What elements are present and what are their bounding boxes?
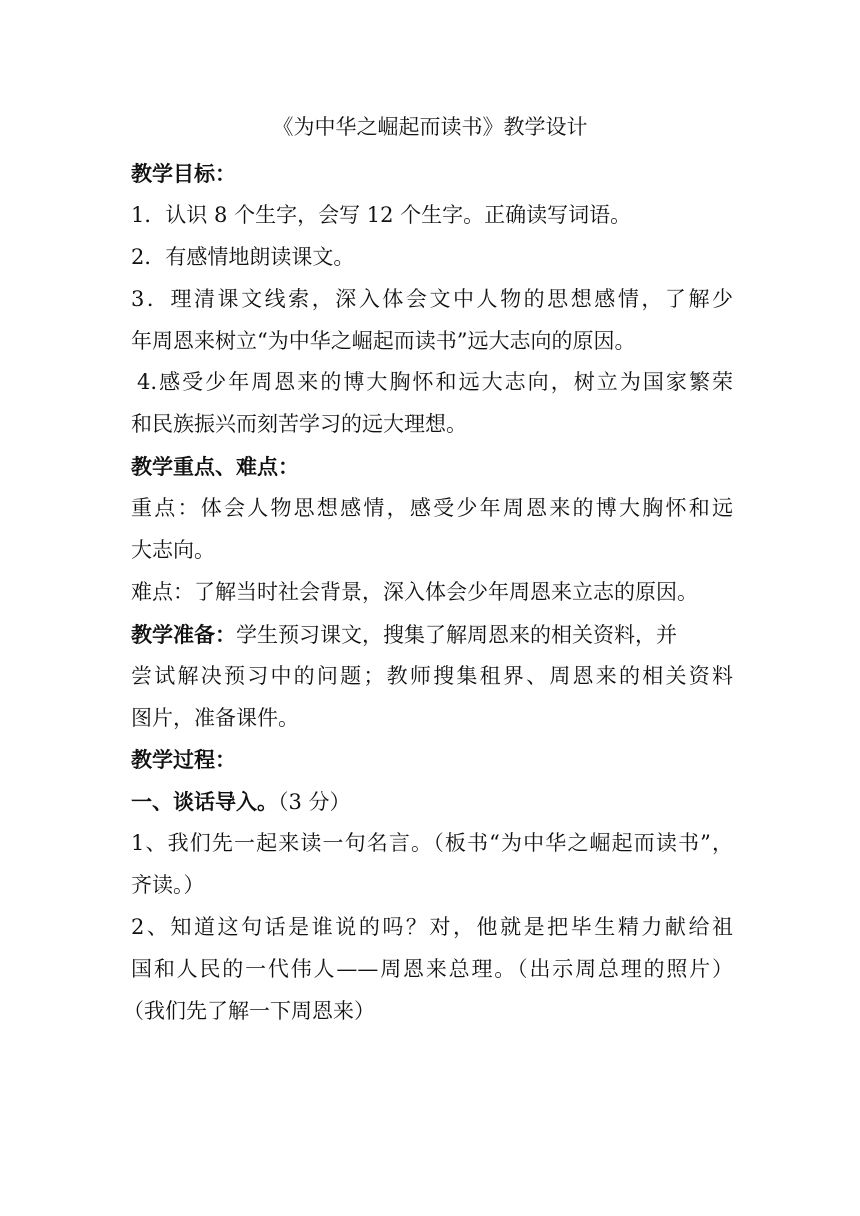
section-line: 1、我们先一起来读一句名言。（板书“为中华之崛起而读书”， [131,831,733,856]
section-heading [131,781,733,823]
preparation-line [131,614,733,656]
document-title: 《为中华之崛起而读书》教学设计 [272,115,588,139]
objective-line: 1．认识 8 个生字，会写 12 个生字。正确读写词语。 [131,202,632,227]
section-line: 国和人民的一代伟人——周恩来总理。（出示周总理的照片） [131,956,733,981]
key-point-line: 重点：体会人物思想感情，感受少年周恩来的博大胸怀和远 [131,496,733,521]
section-line: 2、知道这句话是谁说的吗？对，他就是把毕生精力献给祖 [131,915,733,940]
objectives-heading: 教学目标： [131,161,236,186]
section-line: 齐读。） [131,873,205,898]
objective-line: 和民族振兴而刻苦学习的远大理想。 [131,412,467,437]
objective-line: 2．有感情地朗读课文。 [131,244,355,269]
preparation-text: 学生预习课文，搜集了解周恩来的相关资料，并 [236,622,677,647]
process-heading: 教学过程： [131,747,236,773]
preparation-label: 教学准备： [131,621,236,647]
objective-line: 4.感受少年周恩来的博大胸怀和远大志向，树立为国家繁荣 [137,370,733,395]
section-line: （我们先了解一下周恩来） [123,998,375,1023]
section-title: 一、谈话导入。 [131,789,278,815]
key-point-line: 大志向。 [131,538,215,563]
objective-line: 年周恩来树立“为中华之崛起而读书”远大志向的原因。 [131,328,636,353]
preparation-line: 图片，准备课件。 [131,705,299,730]
section-time: （3 分） [278,790,351,815]
key-points-heading: 教学重点、难点： [131,454,299,480]
objective-line: 3．理清课文线索，深入体会文中人物的思想感情，了解少 [131,286,733,311]
key-point-line: 难点：了解当时社会背景，深入体会少年周恩来立志的原因。 [131,579,698,604]
document-body [123,153,733,1033]
preparation-line: 尝试解决预习中的问题；教师搜集租界、周恩来的相关资料 [131,663,733,688]
